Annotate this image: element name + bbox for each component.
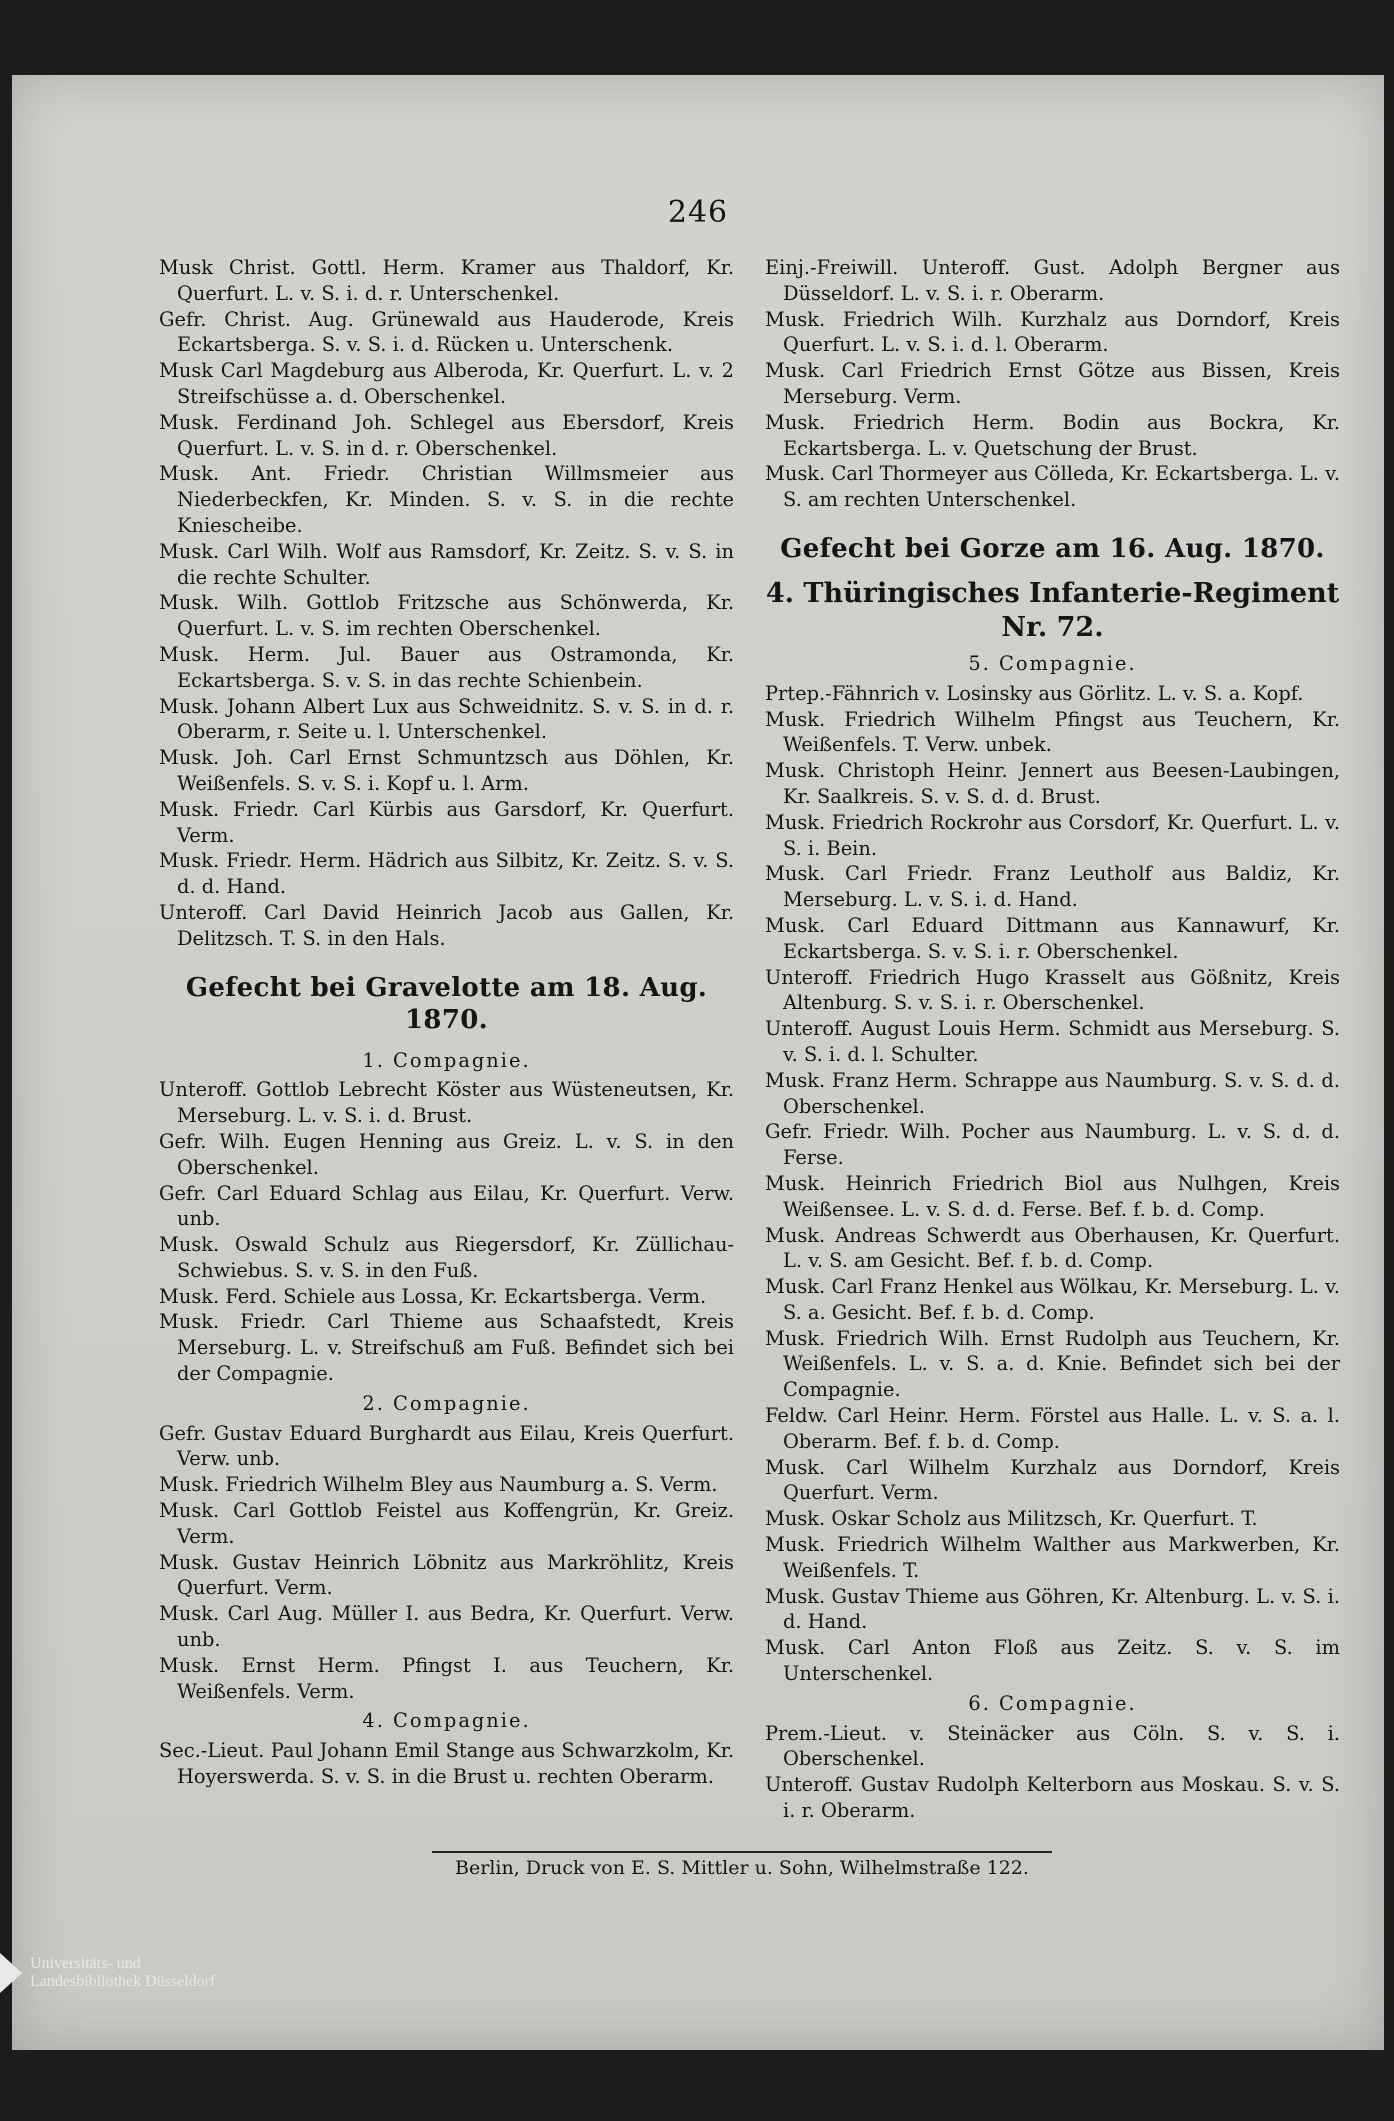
list-item: Musk. Friedr. Carl Kürbis aus Garsdorf, Kr. Querfurt. Verm. [159, 797, 734, 847]
company-heading: 5. Compagnie. [968, 651, 1137, 675]
list-item: Sec.-Lieut. Paul Johann Emil Stange aus Schwarzkolm, Kr. Hoyerswerda. S. v. S. in die Brust u. rechten Oberarm. [159, 1739, 734, 1789]
list-item: Musk. Friedrich Wilhelm Pfingst aus Teuchern, Kr. Weißenfels. T. Verw. unbek. [765, 707, 1340, 757]
company-heading: 1. Compagnie. [362, 1048, 531, 1072]
list-item: Feldw. Carl Heinr. Herm. Förstel aus Halle. L. v. S. a. l. Oberarm. Bef. f. b. d. Comp. [765, 1404, 1340, 1453]
right-column [765, 255, 1340, 1824]
list-item: Unteroff. August Louis Herm. Schmidt aus Merseburg. S. v. S. i. d. l. Schulter. [765, 1017, 1340, 1066]
list-item: Musk. Friedrich Wilh. Kurzhalz aus Dorndorf, Kreis Querfurt. L. v. S. i. d. l. Oberarm. [765, 307, 1340, 357]
list-item: Musk. Carl Anton Floß aus Zeitz. S. v. S. im Unterschenkel. [765, 1636, 1340, 1686]
list-item: Unteroff. Carl David Heinrich Jacob aus Gallen, Kr. Delitzsch. T. S. in den Hals. [159, 900, 734, 950]
list-item: Musk. Johann Albert Lux aus Schweidnitz. S. v. S. in d. r. Oberarm, r. Seite u. l. Unterschenkel. [159, 694, 734, 744]
left-column [159, 255, 734, 1790]
list-item: Musk. Ferdinand Joh. Schlegel aus Ebersdorf, Kreis Querfurt. L. v. S. in d. r. Oberschenkel. [159, 410, 734, 460]
list-item: Musk. Friedrich Rockrohr aus Corsdorf, Kr. Querfurt. L. v. S. i. Bein. [765, 810, 1340, 860]
list-item: Musk. Friedrich Wilh. Ernst Rudolph aus Teuchern, Kr. Weißenfels. L. v. S. a. d. Knie. Befindet sich bei der Compagnie. [765, 1326, 1340, 1402]
list-item: Gefr. Carl Eduard Schlag aus Eilau, Kr. Querfurt. Verw. unb. [159, 1181, 734, 1231]
library-name-line2: Landesbibliothek Düsseldorf [30, 1973, 216, 1990]
document-page [12, 75, 1384, 2050]
list-item: Musk. Ant. Friedr. Christian Willmsmeier aus Niederbeckfen, Kr. Minden. S. v. S. in die rechte Kniescheibe. [159, 462, 734, 537]
list-item: Musk Carl Magdeburg aus Alberoda, Kr. Querfurt. L. v. 2 Streifschüsse a. d. Oberschenkel. [159, 359, 734, 408]
list-item: Musk. Christoph Heinr. Jennert aus Beesen-Laubingen, Kr. Saalkreis. S. v. S. d. d. Brust. [765, 759, 1340, 808]
list-item: Musk. Friedrich Wilhelm Bley aus Naumburg a. S. Verm. [159, 1473, 718, 1497]
page-number: 246 [667, 195, 729, 230]
list-item: Gefr. Christ. Aug. Grünewald aus Hauderode, Kreis Eckartsberga. S. v. S. i. d. Rücken u. Unterschenk. [159, 307, 734, 357]
list-item: Unteroff. Friedrich Hugo Krasselt aus Gößnitz, Kreis Altenburg. S. v. S. i. r. Oberschenkel. [765, 965, 1340, 1015]
list-item: Unteroff. Gustav Rudolph Kelterborn aus Moskau. S. v. S. i. r. Oberarm. [765, 1773, 1340, 1823]
library-logo-icon [0, 1953, 26, 1993]
list-item: Musk. Franz Herm. Schrappe aus Naumburg. S. v. S. d. d. Oberschenkel. [765, 1068, 1340, 1118]
list-item: Musk. Carl Eduard Dittmann aus Kannawurf, Kr. Eckartsberga. S. v. S. i. r. Oberschenkel. [765, 913, 1340, 963]
library-watermark [0, 1948, 215, 1998]
list-item: Musk. Carl Wilh. Wolf aus Ramsdorf, Kr. Zeitz. S. v. S. in die rechte Schulter. [159, 539, 734, 589]
list-item: Musk. Carl Friedrich Ernst Götze aus Bissen, Kreis Merseburg. Verm. [765, 359, 1340, 408]
left-casualty-list [159, 255, 734, 952]
list-item: Prtep.-Fähnrich v. Losinsky aus Görlitz. L. v. S. a. Kopf. [765, 681, 1304, 705]
list-item: Musk Christ. Gottl. Herm. Kramer aus Thaldorf, Kr. Querfurt. L. v. S. i. d. r. Unterschenkel. [159, 256, 734, 305]
printer-imprint: Berlin, Druck von E. S. Mittler u. Sohn, Wilhelmstraße 122. [432, 1851, 1052, 1879]
list-item: Musk. Friedr. Carl Thieme aus Schaafstedt, Kreis Merseburg. L. v. Streifschuß am Fuß. Befindet sich bei der Compagnie. [159, 1310, 734, 1386]
list-item: Einj.-Freiwill. Unteroff. Gust. Adolph Bergner aus Düsseldorf. L. v. S. i. r. Oberarm. [765, 256, 1340, 305]
list-item: Musk. Wilh. Gottlob Fritzsche aus Schönwerda, Kr. Querfurt. L. v. S. im rechten Oberschenkel. [159, 591, 734, 641]
list-item: Musk. Carl Friedr. Franz Leutholf aus Baldiz, Kr. Merseburg. L. v. S. i. d. Hand. [765, 862, 1340, 912]
regiment-heading: 4. Thüringisches Infanterie-Regiment Nr. 72. [765, 577, 1340, 643]
list-item: Musk. Gustav Heinrich Löbnitz aus Markröhlitz, Kreis Querfurt. Verm. [159, 1550, 734, 1600]
list-item: Prem.-Lieut. v. Steinäcker aus Cöln. S. v. S. i. Oberschenkel. [765, 1721, 1340, 1771]
list-item: Musk. Gustav Thieme aus Göhren, Kr. Altenburg. L. v. S. i. d. Hand. [765, 1584, 1340, 1634]
list-item: Musk. Herm. Jul. Bauer aus Ostramonda, Kr. Eckartsberga. S. v. S. in das rechte Schienbein. [159, 642, 734, 692]
list-item: Gefr. Wilh. Eugen Henning aus Greiz. L. v. S. in den Oberschenkel. [159, 1129, 734, 1179]
section-heading-gravelotte: Gefecht bei Gravelotte am 18. Aug. 1870. [185, 972, 708, 1035]
list-item: Musk. Friedrich Herm. Bodin aus Bockra, Kr. Eckartsberga. L. v. Quetschung der Brust. [765, 410, 1340, 460]
library-name [30, 1955, 215, 1991]
list-item: Gefr. Friedr. Wilh. Pocher aus Naumburg. L. v. S. d. d. Ferse. [765, 1120, 1340, 1170]
list-item: Musk. Heinrich Friedrich Biol aus Nulhgen, Kreis Weißensee. L. v. S. d. d. Ferse. Bef. f. b. d. Comp. [765, 1171, 1340, 1221]
list-item: Musk. Friedrich Wilhelm Walther aus Markwerben, Kr. Weißenfels. T. [765, 1533, 1340, 1582]
section-heading-gorze: Gefecht bei Gorze am 16. Aug. 1870. [780, 533, 1325, 564]
company-heading: 6. Compagnie. [968, 1691, 1137, 1715]
list-item: Musk. Carl Gottlob Feistel aus Koffengrün, Kr. Greiz. Verm. [159, 1499, 734, 1548]
list-item: Musk. Joh. Carl Ernst Schmuntzsch aus Döhlen, Kr. Weißenfels. S. v. S. i. Kopf u. l. Arm. [159, 746, 734, 795]
list-item: Musk. Friedr. Herm. Hädrich aus Silbitz, Kr. Zeitz. S. v. S. d. d. Hand. [159, 849, 734, 899]
list-item: Musk. Carl Wilhelm Kurzhalz aus Dorndorf, Kreis Querfurt. Verm. [765, 1455, 1340, 1505]
list-item: Musk. Ernst Herm. Pfingst I. aus Teuchern, Kr. Weißenfels. Verm. [159, 1653, 734, 1703]
list-item: Musk. Ferd. Schiele aus Lossa, Kr. Eckartsberga. Verm. [159, 1284, 707, 1308]
list-item: Unteroff. Gottlob Lebrecht Köster aus Wüsteneutsen, Kr. Merseburg. L. v. S. i. d. Brust. [159, 1078, 734, 1128]
list-item: Musk. Carl Aug. Müller I. aus Bedra, Kr. Querfurt. Verw. unb. [159, 1602, 734, 1652]
list-item: Musk. Carl Thormeyer aus Cölleda, Kr. Eckartsberga. L. v. S. am rechten Unterschenkel. [765, 462, 1340, 512]
list-item: Musk. Oskar Scholz aus Militzsch, Kr. Querfurt. T. [765, 1507, 1258, 1531]
company-heading: 2. Compagnie. [362, 1391, 531, 1415]
company-heading: 4. Compagnie. [362, 1709, 531, 1733]
list-item: Gefr. Gustav Eduard Burghardt aus Eilau, Kreis Querfurt. Verw. unb. [159, 1421, 734, 1471]
list-item: Musk. Andreas Schwerdt aus Oberhausen, Kr. Querfurt. L. v. S. am Gesicht. Bef. f. b. d. Comp. [765, 1223, 1340, 1273]
list-item: Musk. Carl Franz Henkel aus Wölkau, Kr. Merseburg. L. v. S. a. Gesicht. Bef. f. b. d. Comp. [765, 1275, 1340, 1324]
library-name-line1: Universitäts- und [30, 1955, 141, 1972]
list-item: Musk. Oswald Schulz aus Riegersdorf, Kr. Züllichau-Schwiebus. S. v. S. in den Fuß. [159, 1233, 734, 1282]
